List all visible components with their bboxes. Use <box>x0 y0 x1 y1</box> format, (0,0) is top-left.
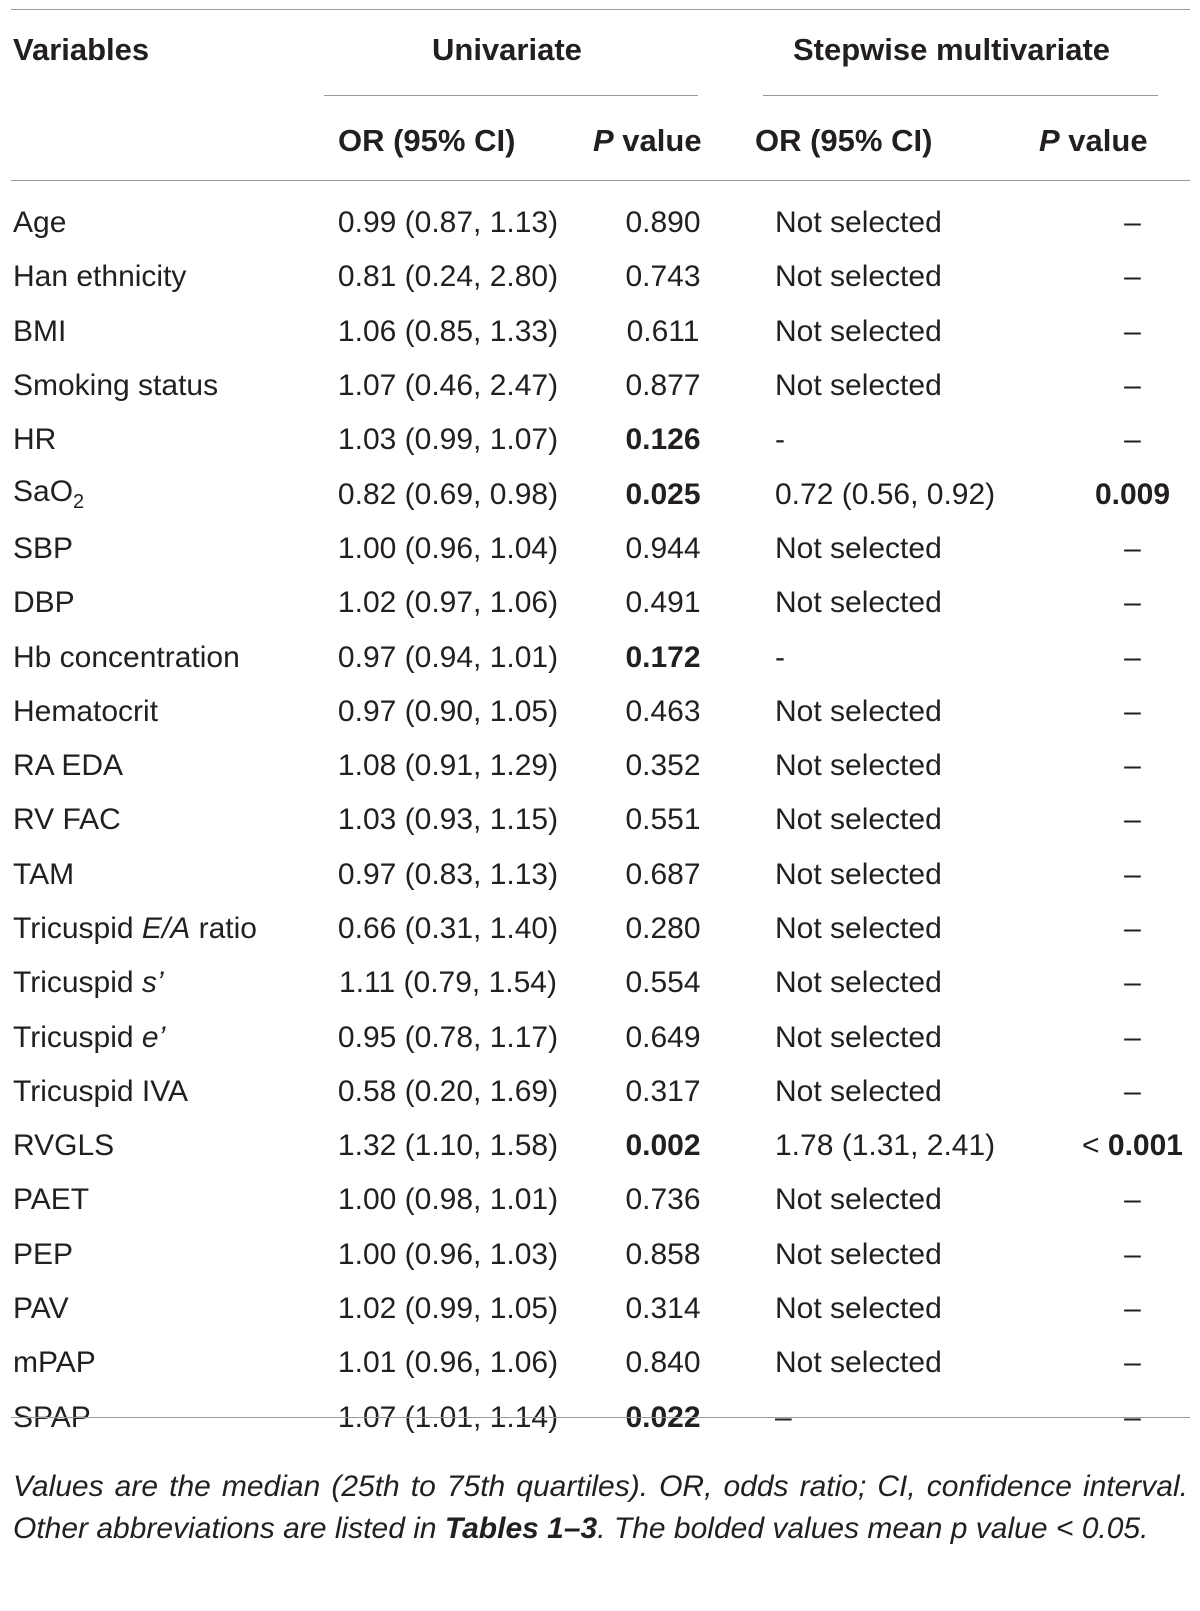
header-univariate: Univariate <box>432 32 582 67</box>
univariate-or-cell: 1.08 (0.91, 1.29) <box>337 749 559 783</box>
table-row <box>0 1065 1200 1119</box>
univariate-p-cell: 0.025 <box>625 477 701 511</box>
variable-cell: Smoking status <box>13 369 219 403</box>
variable-cell: Han ethnicity <box>13 260 187 294</box>
univariate-p-cell: 0.491 <box>625 586 701 620</box>
univariate-or-cell: 1.00 (0.98, 1.01) <box>337 1183 559 1217</box>
univariate-or-cell: 1.00 (0.96, 1.03) <box>337 1237 559 1271</box>
univariate-p-cell: 0.611 <box>626 314 700 348</box>
univariate-or-cell: 1.02 (0.99, 1.05) <box>337 1292 559 1326</box>
univariate-p-cell: 0.280 <box>625 912 701 945</box>
univariate-or-cell: 0.97 (0.94, 1.01) <box>337 640 559 674</box>
univariate-p-cell: 0.551 <box>625 803 701 837</box>
multivariate-p-cell: – <box>1124 1183 1141 1217</box>
variable-cell: RA EDA <box>13 749 124 783</box>
multivariate-or-cell: Not selected <box>775 369 942 403</box>
multivariate-or-cell: Not selected <box>775 260 942 294</box>
variable-cell: TAM <box>13 857 75 891</box>
table-row <box>0 196 1200 250</box>
multivariate-or-cell: Not selected <box>775 1074 942 1108</box>
univariate-or-cell: 0.66 (0.31, 1.40) <box>337 912 559 945</box>
univariate-or-cell: 1.07 (1.01, 1.14) <box>337 1400 559 1434</box>
multivariate-or-cell: Not selected <box>775 966 942 1000</box>
multivariate-p-cell: – <box>1124 1292 1141 1326</box>
multivariate-p-cell: – <box>1124 260 1141 294</box>
univariate-or-cell: 0.95 (0.78, 1.17) <box>337 1020 559 1054</box>
table-row <box>0 793 1200 847</box>
univariate-p-cell: 0.352 <box>625 749 701 783</box>
table-row <box>0 359 1200 413</box>
univariate-or-cell: 1.03 (0.99, 1.07) <box>337 423 559 457</box>
variable-cell: DBP <box>13 586 75 620</box>
multivariate-rule <box>763 95 1158 96</box>
univariate-p-cell: 0.554 <box>625 966 701 1000</box>
univariate-or-cell: 1.07 (0.46, 2.47) <box>337 369 559 403</box>
table-row <box>0 576 1200 630</box>
variable-cell: SBP <box>13 531 74 565</box>
univariate-or-cell: 1.11 (0.79, 1.54) <box>339 966 557 1000</box>
multivariate-p-cell: 0.009 <box>1094 477 1171 511</box>
univariate-or-cell: 1.32 (1.10, 1.58) <box>337 1129 559 1163</box>
multivariate-or-cell: Not selected <box>775 531 942 565</box>
variable-cell: Hematocrit <box>13 694 159 728</box>
multivariate-p-cell: – <box>1124 314 1141 348</box>
table-row <box>0 902 1200 956</box>
variable-cell: mPAP <box>13 1346 96 1380</box>
univariate-or-cell: 0.97 (0.90, 1.05) <box>337 694 559 728</box>
univariate-p-cell: 0.463 <box>625 694 701 728</box>
table-footnote: Values are the median (25th to 75th quartiles). OR, odds ratio; CI, confidence interval. Other abbreviations are listed in Tables 1–3. The bolded values mean p value < 0.05. <box>13 1470 1188 1545</box>
header-or-ci-multivariate: OR (95% CI) <box>755 123 933 158</box>
header-stepwise-multivariate: Stepwise multivariate <box>793 32 1111 67</box>
variable-cell: Tricuspid IVA <box>13 1074 189 1108</box>
univariate-p-cell: 0.126 <box>625 423 701 457</box>
multivariate-p-cell: – <box>1124 749 1141 783</box>
table-row <box>0 305 1200 359</box>
multivariate-p-cell: – <box>1124 369 1141 403</box>
univariate-or-cell: 1.02 (0.97, 1.06) <box>337 586 559 620</box>
multivariate-p-cell: – <box>1124 1020 1141 1054</box>
univariate-p-cell: 0.743 <box>625 260 701 294</box>
variable-cell: Age <box>13 206 67 240</box>
univariate-p-cell: 0.736 <box>625 1183 701 1217</box>
univariate-p-cell: 0.172 <box>625 640 701 674</box>
multivariate-p-cell: – <box>1124 912 1141 945</box>
multivariate-or-cell: Not selected <box>775 1237 942 1271</box>
table-row <box>0 848 1200 902</box>
univariate-or-cell: 0.58 (0.20, 1.69) <box>337 1074 559 1108</box>
table-body <box>0 196 1200 1445</box>
table-row <box>0 1336 1200 1390</box>
table-bottom-rule <box>11 1417 1190 1418</box>
variable-cell: Tricuspid e’ <box>13 1020 166 1054</box>
multivariate-or-cell: Not selected <box>775 1292 942 1326</box>
table-row <box>0 1010 1200 1064</box>
multivariate-or-cell: 0.72 (0.56, 0.92) <box>775 477 996 511</box>
multivariate-p-cell: – <box>1124 640 1141 674</box>
variable-cell: SaO$_2$ <box>13 475 85 514</box>
table-row <box>0 413 1200 467</box>
table-row <box>0 630 1200 684</box>
univariate-p-cell: 0.858 <box>625 1237 701 1271</box>
multivariate-or-cell: Not selected <box>775 803 942 837</box>
univariate-p-cell: 0.890 <box>625 206 701 240</box>
multivariate-p-cell: – <box>1124 694 1141 728</box>
table-row <box>0 956 1200 1010</box>
multivariate-p-cell: – <box>1124 1074 1141 1108</box>
multivariate-p-cell: – <box>1124 586 1141 620</box>
univariate-or-cell: 1.01 (0.96, 1.06) <box>337 1346 559 1380</box>
data-table <box>0 196 1200 1445</box>
univariate-p-cell: 0.840 <box>625 1346 701 1380</box>
univariate-p-cell: 0.314 <box>625 1292 701 1326</box>
variable-cell: PAV <box>13 1292 69 1326</box>
table-row <box>0 1119 1200 1173</box>
variable-cell: Hb concentration <box>13 640 240 674</box>
univariate-p-cell: 0.317 <box>625 1074 701 1108</box>
univariate-p-cell: 0.002 <box>625 1129 701 1163</box>
table-row <box>0 1228 1200 1282</box>
univariate-or-cell: 0.81 (0.24, 2.80) <box>337 260 559 294</box>
header-or-ci-univariate: OR (95% CI) <box>338 123 516 158</box>
multivariate-p-cell: – <box>1124 206 1141 240</box>
univariate-rule <box>324 95 698 96</box>
header-p-value-univariate: P value <box>593 123 702 158</box>
multivariate-or-cell: - <box>775 640 785 674</box>
variable-cell: Tricuspid s’ <box>13 966 164 1000</box>
multivariate-or-cell: Not selected <box>775 1183 942 1217</box>
univariate-p-cell: 0.022 <box>625 1400 701 1434</box>
table-row <box>0 522 1200 576</box>
univariate-p-cell: 0.687 <box>625 857 701 891</box>
univariate-or-cell: 0.82 (0.69, 0.98) <box>337 477 559 511</box>
variable-cell: PAET <box>13 1183 90 1217</box>
table-row <box>0 467 1200 521</box>
variable-cell: SPAP <box>13 1400 91 1434</box>
table-row <box>0 1282 1200 1336</box>
multivariate-or-cell: Not selected <box>775 1020 942 1054</box>
multivariate-p-cell: – <box>1124 803 1141 837</box>
header-variables: Variables <box>13 32 150 67</box>
multivariate-p-cell: – <box>1124 531 1141 565</box>
univariate-p-cell: 0.649 <box>625 1020 701 1054</box>
univariate-or-cell: 1.03 (0.93, 1.15) <box>337 803 559 837</box>
multivariate-or-cell: Not selected <box>775 314 942 348</box>
multivariate-or-cell: Not selected <box>775 586 942 620</box>
multivariate-p-cell: – <box>1124 423 1141 457</box>
univariate-or-cell: 1.06 (0.85, 1.33) <box>337 314 559 348</box>
variable-cell: RV FAC <box>13 803 121 837</box>
multivariate-or-cell: 1.78 (1.31, 2.41) <box>775 1129 996 1163</box>
multivariate-p-cell: – <box>1124 966 1141 1000</box>
variable-cell: RVGLS <box>13 1129 115 1163</box>
header-bottom-rule <box>11 180 1190 181</box>
multivariate-or-cell: – <box>775 1400 792 1434</box>
multivariate-or-cell: Not selected <box>775 749 942 783</box>
multivariate-p-cell: – <box>1124 857 1141 891</box>
table-row <box>0 1173 1200 1227</box>
univariate-or-cell: 0.99 (0.87, 1.13) <box>337 206 559 240</box>
tables-reference: Tables 1–3 <box>444 1512 598 1545</box>
multivariate-p-cell: – <box>1124 1237 1141 1271</box>
multivariate-or-cell: Not selected <box>775 1346 942 1380</box>
univariate-or-cell: 1.00 (0.96, 1.04) <box>337 531 559 565</box>
variable-cell: BMI <box>13 314 67 348</box>
table-row <box>0 250 1200 304</box>
table-row <box>0 685 1200 739</box>
variable-cell: Tricuspid E/A ratio <box>13 912 257 945</box>
multivariate-or-cell: - <box>775 423 785 457</box>
multivariate-or-cell: Not selected <box>775 694 942 728</box>
multivariate-or-cell: Not selected <box>775 912 942 945</box>
multivariate-p-cell: – <box>1124 1346 1141 1380</box>
header-p-value-multivariate: P value <box>1039 123 1148 158</box>
multivariate-or-cell: Not selected <box>775 857 942 891</box>
table-row <box>0 739 1200 793</box>
variable-cell: PEP <box>13 1237 74 1271</box>
multivariate-or-cell: Not selected <box>775 206 942 240</box>
univariate-p-cell: 0.944 <box>625 531 701 565</box>
variable-cell: HR <box>13 423 57 457</box>
top-rule <box>11 9 1190 10</box>
univariate-p-cell: 0.877 <box>625 369 701 403</box>
multivariate-p-cell: < 0.001 <box>1082 1129 1183 1163</box>
univariate-or-cell: 0.97 (0.83, 1.13) <box>337 857 559 891</box>
multivariate-p-cell: – <box>1124 1400 1141 1434</box>
